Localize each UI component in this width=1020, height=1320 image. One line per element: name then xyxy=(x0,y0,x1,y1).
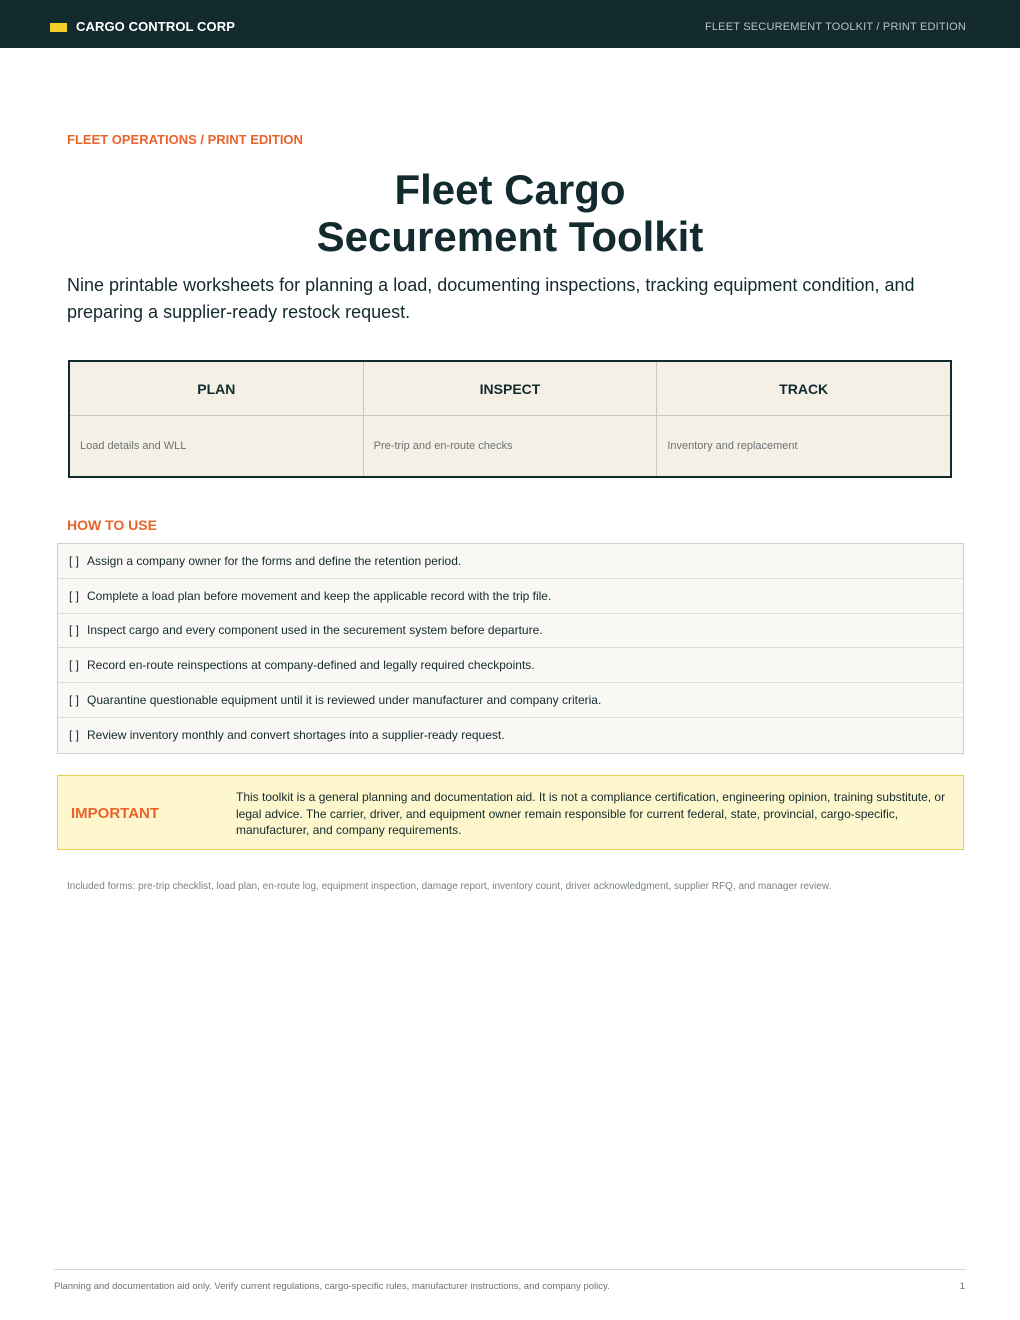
how-to-use-checklist xyxy=(57,543,964,754)
pillar-table xyxy=(68,360,952,478)
checkbox[interactable]: [ ] xyxy=(69,693,80,708)
included-forms-note: Included forms: pre-trip checklist, load plan, en-route log, equipment inspection, damage report, inventory count, driver acknowledgment, supplier RFQ, and manager review. xyxy=(67,881,832,892)
pillar-heading: TRACK xyxy=(657,362,950,416)
pillar-heading: INSPECT xyxy=(364,362,657,416)
checklist-item-text: Complete a load plan before movement and keep the applicable record with the trip file. xyxy=(87,588,552,603)
checklist-item xyxy=(58,544,963,579)
checklist-item xyxy=(58,614,963,649)
checkbox[interactable]: [ ] xyxy=(69,728,80,743)
title-line-2: Securement Toolkit xyxy=(316,213,704,260)
footer-disclaimer: Planning and documentation aid only. Verify current regulations, cargo-specific rules, manufacturer instructions, and company policy. xyxy=(54,1281,610,1292)
page-number: 1 xyxy=(959,1281,965,1292)
checklist-item xyxy=(58,683,963,718)
pillar-plan xyxy=(70,362,364,476)
edition-label: FLEET SECUREMENT TOOLKIT / PRINT EDITION xyxy=(704,21,966,33)
important-notice xyxy=(57,775,964,850)
eyebrow-label: FLEET OPERATIONS / PRINT EDITION xyxy=(67,132,303,147)
checklist-item-text: Quarantine questionable equipment until it is reviewed under manufacturer and company criteria. xyxy=(87,693,602,708)
checklist-item-text: Review inventory monthly and convert shortages into a supplier-ready request. xyxy=(87,728,505,743)
checkbox[interactable]: [ ] xyxy=(69,588,80,603)
brand-name: CARGO CONTROL CORP xyxy=(76,19,236,34)
checklist-item-text: Inspect cargo and every component used in the securement system before departure. xyxy=(87,623,543,638)
checkbox[interactable]: [ ] xyxy=(69,658,80,673)
brand-logo-mark xyxy=(50,23,67,32)
pillar-description: Load details and WLL xyxy=(80,440,187,452)
pillar-track xyxy=(657,362,950,476)
how-to-use-heading: HOW TO USE xyxy=(67,517,157,533)
pillar-description: Inventory and replacement xyxy=(667,440,798,452)
pillar-inspect xyxy=(364,362,658,476)
checklist-item xyxy=(58,718,963,753)
title-line-1: Fleet Cargo xyxy=(394,166,626,213)
checklist-item-text: Record en-route reinspections at company-defined and legally required checkpoints. xyxy=(87,658,535,673)
checklist-item xyxy=(58,648,963,683)
footer-divider xyxy=(54,1269,966,1270)
intro-paragraph: Nine printable worksheets for planning a load, documenting inspections, tracking equipment condition, and preparing a supplier-ready restock request. xyxy=(67,275,915,322)
pillar-heading: PLAN xyxy=(70,362,363,416)
checklist-item xyxy=(58,579,963,614)
pillar-description: Pre-trip and en-route checks xyxy=(373,440,513,452)
checklist-item-text: Assign a company owner for the forms and define the retention period. xyxy=(87,553,462,568)
page-title xyxy=(0,166,1020,260)
checkbox[interactable]: [ ] xyxy=(69,623,80,638)
top-header-bar xyxy=(0,0,1020,48)
checkbox[interactable]: [ ] xyxy=(69,553,80,568)
notice-text: This toolkit is a general planning and documentation aid. It is not a compliance certification, engineering opinion, training substitute, or legal advice. The carrier, driver, and equipment owner remain responsible for current federal, state, provincial, cargo-specific, manufacturer, and company requirements. xyxy=(236,790,946,837)
notice-label: IMPORTANT xyxy=(71,805,160,822)
